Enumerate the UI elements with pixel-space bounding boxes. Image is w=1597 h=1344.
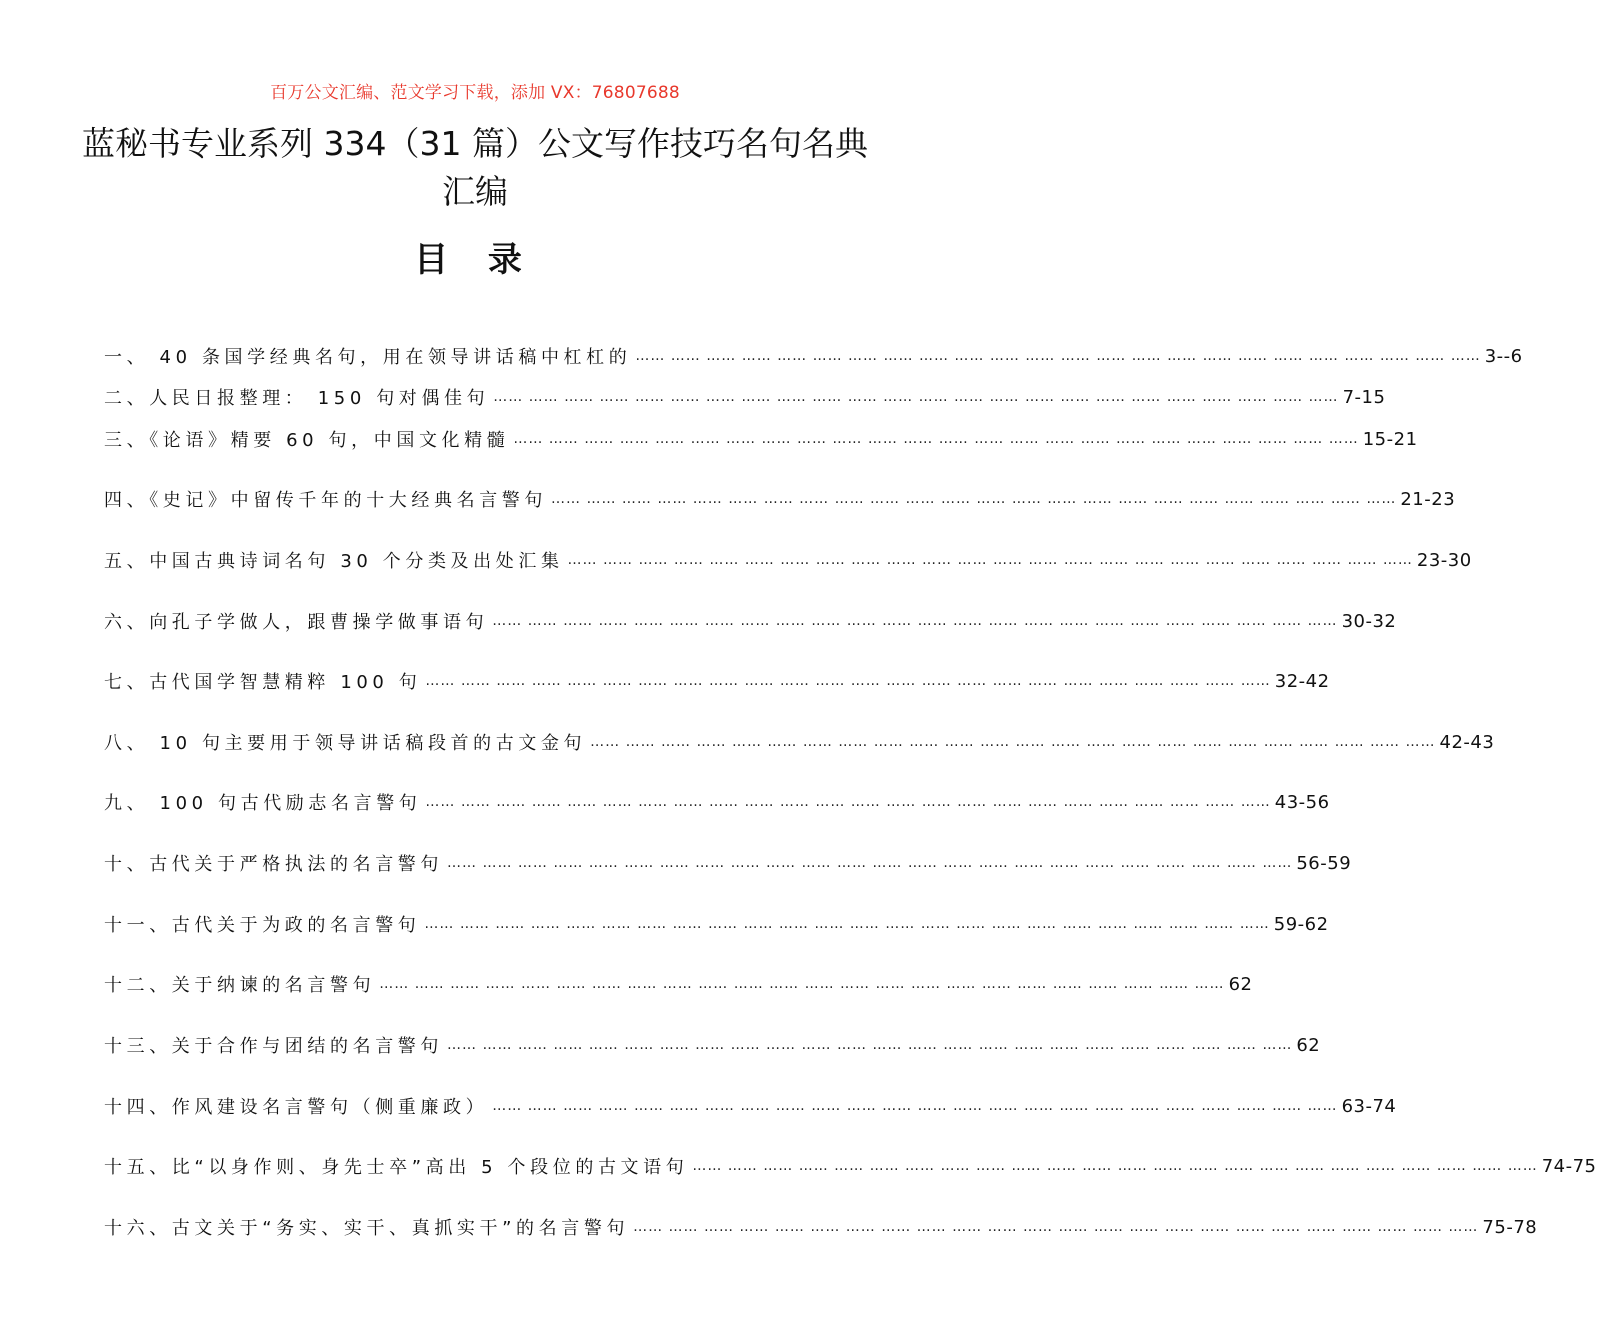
toc-entry-page: 62 [1296,1034,1321,1056]
toc-entry[interactable] [104,343,1523,369]
toc-entry[interactable] [104,547,1472,573]
toc-entry-page: 15-21 [1362,428,1418,450]
toc-entry-label: 十一、古代关于为政的名言警句 [104,915,421,936]
toc-entry-page: 3--6 [1484,345,1523,367]
toc-entry[interactable] [104,486,1456,512]
toc-entry-label: 七、古代国学智慧精粹 100 句 [104,672,422,693]
toc-leader-dots: …… …… …… …… …… …… …… …… …… …… …… …… …… …… …… …… …… …… …… …… …… …… …… …… [567,552,1413,568]
toc-entry-page: 56-59 [1296,852,1352,874]
toc-entry-label: 六、向孔子学做人，跟曹操学做事语句 [104,612,489,633]
toc-entry[interactable] [104,1153,1597,1179]
toc-entry-page: 23-30 [1416,549,1472,571]
toc-entry[interactable] [104,729,1495,755]
toc-entry[interactable] [104,911,1329,937]
toc-leader-dots: …… …… …… …… …… …… …… …… …… …… …… …… …… …… …… …… …… …… …… …… …… …… …… …… [692,1158,1538,1174]
toc-entry-page: 30-32 [1341,610,1397,632]
toc-leader-dots: …… …… …… …… …… …… …… …… …… …… …… …… …… …… …… …… …… …… …… …… …… …… …… …… [492,613,1338,629]
toc-entry-label: 十五、比“以身作则、身先士卒”高出 5 个段位的古文语句 [104,1157,689,1178]
toc-entry-page: 63-74 [1341,1095,1397,1117]
toc-leader-dots: …… …… …… …… …… …… …… …… …… …… …… …… …… …… …… …… …… …… …… …… …… …… …… …… [425,673,1271,689]
toc-leader-dots: …… …… …… …… …… …… …… …… …… …… …… …… …… …… …… …… …… …… …… …… …… …… …… …… [493,389,1339,405]
toc-entry[interactable] [104,1214,1538,1240]
toc-entry-label: 十四、作风建设名言警句（侧重廉政） [104,1097,489,1118]
toc-entry-label: 十二、关于纳谏的名言警句 [104,975,376,996]
toc-leader-dots: …… …… …… …… …… …… …… …… …… …… …… …… …… …… …… …… …… …… …… …… …… …… …… …… [492,1098,1338,1114]
toc-leader-dots: …… …… …… …… …… …… …… …… …… …… …… …… …… …… …… …… …… …… …… …… …… …… …… …… [590,734,1436,750]
toc-entry-label: 九、 100 句古代励志名言警句 [104,793,422,814]
toc-entry-label: 五、中国古典诗词名句 30 个分类及出处汇集 [104,551,564,572]
document-title: 蓝秘书专业系列 334（31 篇）公文写作技巧名句名典汇编 [82,124,868,211]
toc-entry[interactable] [104,608,1397,634]
toc-leader-dots: …… …… …… …… …… …… …… …… …… …… …… …… …… …… …… …… …… …… …… …… …… …… …… …… [633,1219,1479,1235]
toc-entry-page: 59-62 [1273,913,1329,935]
toc-leader-dots: …… …… …… …… …… …… …… …… …… …… …… …… …… …… …… …… …… …… …… …… …… …… …… …… [551,491,1397,507]
toc-leader-dots: …… …… …… …… …… …… …… …… …… …… …… …… …… …… …… …… …… …… …… …… …… …… …… …… [424,916,1270,932]
toc-entry-label: 十、古代关于严格执法的名言警句 [104,854,443,875]
toc-leader-dots: …… …… …… …… …… …… …… …… …… …… …… …… …… …… …… …… …… …… …… …… …… …… …… …… [447,855,1293,871]
toc-leader-dots: …… …… …… …… …… …… …… …… …… …… …… …… …… …… …… …… …… …… …… …… …… …… …… …… [513,431,1359,447]
toc-entry-label: 二、人民日报整理： 150 句对偶佳句 [104,388,490,409]
toc-entry[interactable] [104,384,1386,410]
toc-leader-dots: …… …… …… …… …… …… …… …… …… …… …… …… …… …… …… …… …… …… …… …… …… …… …… …… [447,1037,1293,1053]
toc-entry-page: 75-78 [1482,1216,1538,1238]
toc-heading: 目 录 [414,240,536,280]
toc-entry-label: 八、 10 句主要用于领导讲话稿段首的古文金句 [104,733,587,754]
toc-entry-label: 十三、关于合作与团结的名言警句 [104,1036,443,1057]
promo-line: 百万公文汇编、范文学习下载，添加 VX：76807688 [270,83,680,103]
toc-entry-label: 一、 40 条国学经典名句，用在领导讲话稿中杠杠的 [104,347,632,368]
toc-leader-dots: …… …… …… …… …… …… …… …… …… …… …… …… …… …… …… …… …… …… …… …… …… …… …… …… [635,348,1481,364]
toc-entry[interactable] [104,668,1330,694]
toc-entry-label: 十六、古文关于“务实、实干、真抓实干”的名言警句 [104,1218,630,1239]
toc-entry[interactable] [104,1093,1397,1119]
toc-entry-label: 四、《史记》中留传千年的十大经典名言警句 [104,490,547,511]
toc-entry-page: 62 [1228,973,1253,995]
toc-entry-page: 7-15 [1342,386,1386,408]
toc-entry-label: 三、《论语》精要 60 句，中国文化精髓 [104,430,510,451]
toc-entry-page: 42-43 [1439,731,1495,753]
toc-entry-page: 32-42 [1274,670,1330,692]
toc-entry[interactable] [104,850,1352,876]
toc-entry-page: 74-75 [1541,1155,1597,1177]
toc-entry-page: 21-23 [1400,488,1456,510]
toc-leader-dots: …… …… …… …… …… …… …… …… …… …… …… …… …… …… …… …… …… …… …… …… …… …… …… …… [425,794,1271,810]
toc-entry-page: 43-56 [1274,791,1330,813]
toc-leader-dots: …… …… …… …… …… …… …… …… …… …… …… …… …… …… …… …… …… …… …… …… …… …… …… …… [379,976,1225,992]
toc-entry[interactable] [104,971,1253,997]
toc-entry[interactable] [104,1032,1321,1058]
toc-entry[interactable] [104,789,1330,815]
toc-entry[interactable] [104,426,1418,452]
